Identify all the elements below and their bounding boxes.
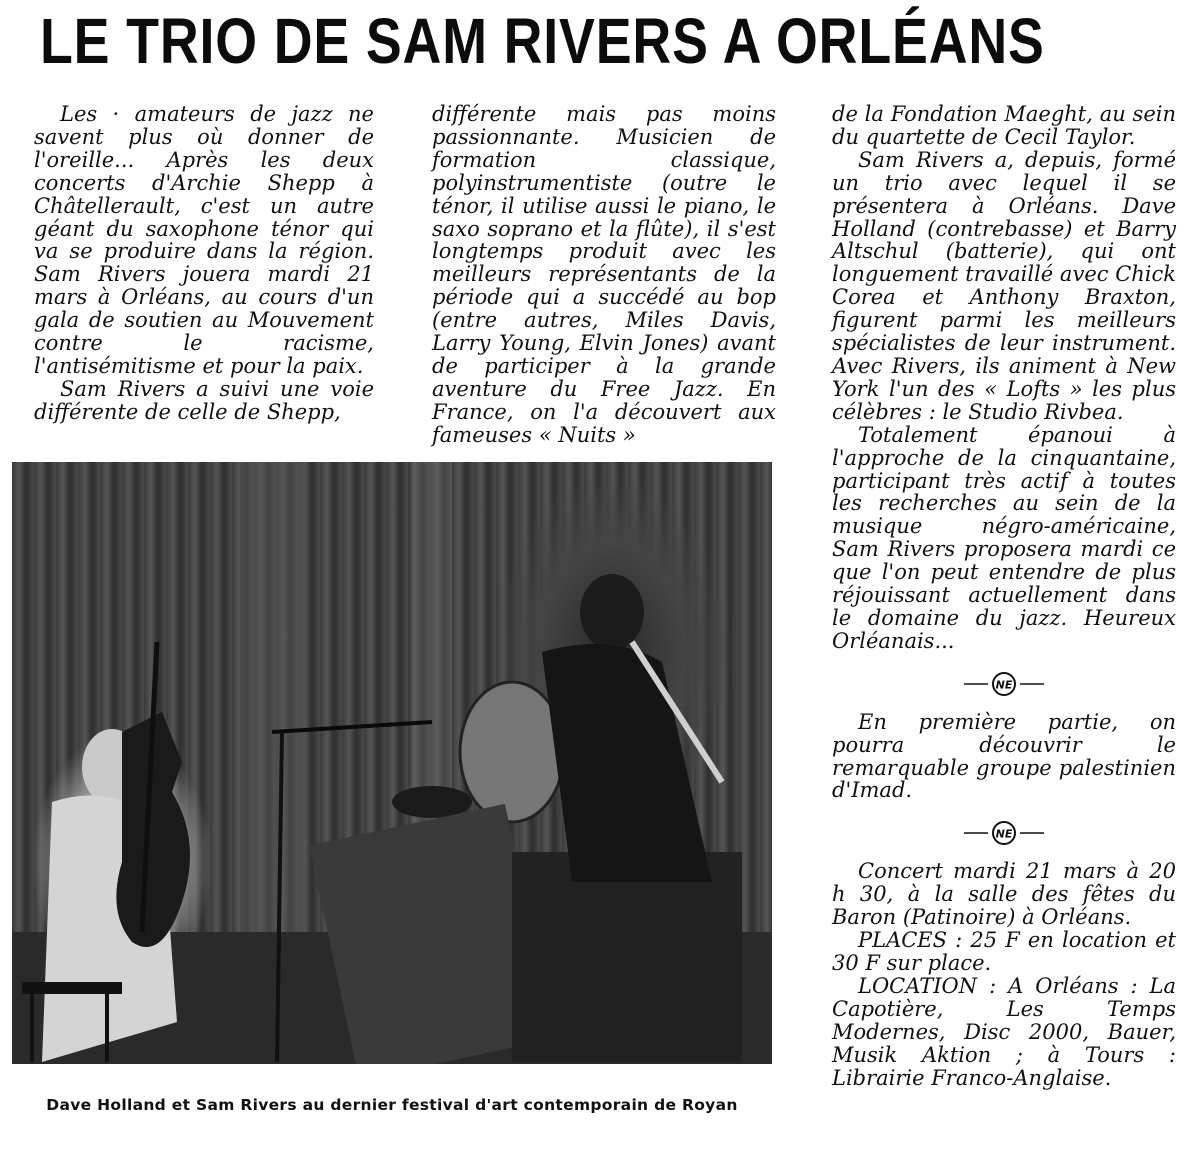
paragraph: Totalement épanoui à l'approche de la cinquantaine, participant très actif à toutes les recherches au sein de la musique négro-américaine, Sam Rivers proposera mardi ce que l'on peut entendre de plus réjouissant actuellement dans le domaine du jazz. Heureux Orléanais... <box>832 422 1176 653</box>
paragraph: Les · amateurs de jazz ne savent plus où donner de l'oreille... Après les deux concerts d'Archie Shepp à Châtellerault, c'est un autre géant du saxophone ténor qui va se produire dans la région. Sam Rivers jouera mardi 21 mars à Orléans, au cours d'un gala de soutien au Mouvement contre le racisme, l'antisémitisme et pour la paix. <box>34 102 374 378</box>
paragraph: LOCATION : A Orléans : La Capotière, Les Temps Modernes, Disc 2000, Bauer, Musik Aktion ; à Tours : Librairie Franco-Anglaise. <box>832 973 1176 1090</box>
article-column-3 <box>832 103 1176 1089</box>
paragraph: Sam Rivers a, depuis, formé un trio avec lequel il se présentera à Orléans. Dave Holland (contrebasse) et Barry Altschul (batterie), qui ont longuement travaillé avec Chick Corea et Anthony Braxton, figurent parmi les meilleurs spécialistes de leur instrument. Avec Rivers, ils animent à New York l'un des « Lofts » les plus célèbres : le Studio Rivbea. <box>832 147 1176 424</box>
photo-illustration <box>12 462 772 1064</box>
separator-logo-icon <box>964 671 1044 697</box>
amp <box>512 852 742 1062</box>
paragraph: différente mais pas moins passionnante. Musicien de formation classique, polyinstrumentiste (outre le ténor, il utilise aussi le piano, le saxo soprano et la flûte), il s'est longtemps produit avec les meilleurs représentants de la période qui a succédé au bop (entre autres, Miles Davis, Larry Young, Elvin Jones) avant de participer à la grande aventure du Free Jazz. En France, on l'a découvert aux fameuses « Nuits » <box>432 102 776 447</box>
chair-seat <box>22 982 122 994</box>
separator-logo-text: NE <box>995 678 1013 692</box>
cymbal <box>460 682 564 822</box>
separator-logo-text: NE <box>995 827 1013 841</box>
drum <box>392 786 472 818</box>
photo-caption: Dave Holland et Sam Rivers au dernier festival d'art contemporain de Royan <box>46 1096 738 1114</box>
curtain-fold <box>242 462 302 932</box>
saxophonist-body <box>542 644 712 882</box>
paragraph: Concert mardi 21 mars à 20 h 30, à la salle des fêtes du Baron (Patinoire) à Orléans. <box>832 859 1176 930</box>
paragraph: Sam Rivers a suivi une voie différente de celle de Shepp, <box>34 376 374 424</box>
concert-photo <box>12 462 772 1064</box>
article-column-1 <box>34 103 374 424</box>
saxophonist-head <box>580 574 644 650</box>
headline: LE TRIO DE SAM RIVERS A ORLÉANS <box>40 5 1045 77</box>
paragraph: En première partie, on pourra découvrir le remarquable groupe palestinien d'Imad. <box>832 709 1176 803</box>
article-column-2 <box>432 103 776 447</box>
separator-logo-icon <box>964 820 1044 846</box>
paragraph: PLACES : 25 F en location et 30 F sur place. <box>832 928 1176 975</box>
paragraph: de la Fondation Maeght, au sein du quartette de Cecil Taylor. <box>832 102 1176 149</box>
